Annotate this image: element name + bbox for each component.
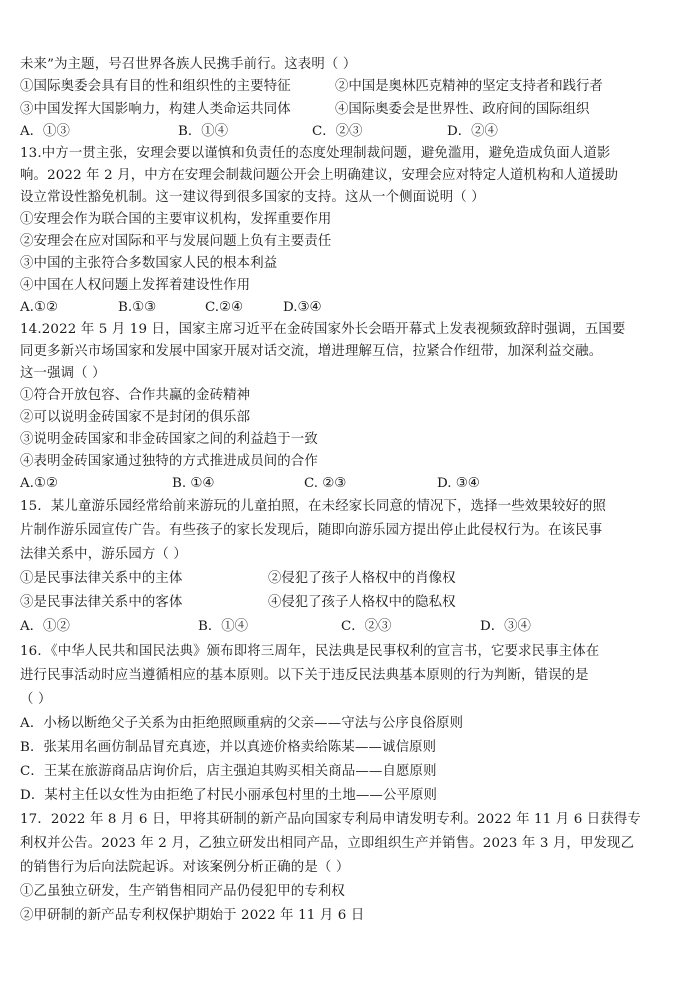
q14-item-2: ②可以说明金砖国家不是封闭的俱乐部: [20, 410, 251, 425]
q16-stem-line-3: （ ）: [20, 692, 52, 707]
q13-option-b: B.①③: [118, 300, 157, 315]
q17-item-1: ①乙虽独立研发，生产销售相同产品仍侵犯甲的专利权: [20, 884, 345, 899]
q12-option-d: D．②④: [447, 124, 498, 139]
q14-item-1: ①符合开放包容、合作共赢的金砖精神: [20, 388, 251, 403]
q16-option-b: B．张某用名画仿制品冒充真迹，并以真迹价格卖给陈某——诚信原则: [20, 740, 437, 755]
q13-option-d: D.③④: [283, 300, 322, 315]
q12-item-2: ②中国是奥林匹克精神的坚定支持者和践行者: [335, 79, 603, 94]
q15-item-1: ①是民事法律关系中的主体: [20, 571, 183, 586]
q12-items-row-1: [20, 78, 291, 96]
q12-item-1: ①国际奥委会具有目的性和组织性的主要特征: [20, 79, 291, 94]
q16-option-d: D．某村主任以女性为由拒绝了村民小丽承包村里的土地——公平原则: [20, 788, 438, 803]
q15-option-a: A．①②: [20, 619, 70, 634]
q13-stem-line-2: 响。2022 年 2 月，中方在安理会制裁问题公开会上明确建议，安理会应对特定人道机构和人道援助: [20, 168, 619, 183]
q13-option-c: C.②④: [205, 300, 244, 315]
q13-item-2: ②安理会在应对国际和平与发展问题上负有主要责任: [20, 234, 332, 249]
q15-item-3: ③是民事法律关系中的客体: [20, 595, 183, 610]
q13-item-4: ④中国在人权问题上发挥着建设性作用: [20, 278, 251, 293]
q15-option-b: B．①④: [198, 619, 249, 634]
q14-stem-line-1: 14.2022 年 5 月 19 日，国家主席习近平在金砖国家外长会晤开幕式上发表视频致辞时强调，五国要: [20, 322, 626, 337]
q16-stem-line-2: 进行民事活动时应当遵循相应的基本原则。以下关于违反民法典基本原则的行为判断，错误的是: [20, 668, 589, 683]
q14-item-4: ④表明金砖国家通过独特的方式推进成员间的合作: [20, 454, 318, 469]
q14-item-3: ③说明金砖国家和非金砖国家之间的利益趋于一致: [20, 432, 318, 447]
q12-option-b: B．①④: [178, 124, 229, 139]
q12-item-4: ④国际奥委会是世界性、政府间的国际组织: [335, 102, 590, 117]
q15-option-c: C．②③: [341, 619, 392, 634]
q17-stem-line-2: 利权并公告。2023 年 2 月，乙独立研发出相同产品，立即组织生产并销售。2023 年 3 月，甲发现乙: [20, 836, 635, 851]
q12-option-c: C．②③: [312, 124, 363, 139]
q14-option-c: C. ②③: [304, 476, 347, 491]
q14-stem-line-3: 这一强调（ ）: [20, 366, 106, 381]
q17-item-2: ②甲研制的新产品专利权保护期始于 2022 年 11 月 6 日: [20, 908, 365, 923]
q14-option-b: B. ①④: [172, 476, 215, 491]
q13-stem-line-1: 13.中方一贯主张，安理会要以谨慎和负责任的态度处理制裁问题，避免滥用，避免造成负面人道影: [20, 146, 611, 161]
q16-option-c: C．王某在旅游商品店询价后，店主强迫其购买相关商品——自愿原则: [20, 764, 437, 779]
q13-item-1: ①安理会作为联合国的主要审议机构，发挥重要作用: [20, 212, 332, 227]
q14-stem-line-2: 同更多新兴市场国家和发展中国家开展对话交流，增进理解互信，拉紧合作纽带，加深利益交融。: [20, 344, 603, 359]
q13-stem-line-3: 设立常设性豁免机制。这一建议得到很多国家的支持。这从一个侧面说明（ ）: [20, 190, 485, 205]
q15-item-2: ②侵犯了孩子人格权中的肖像权: [268, 571, 456, 586]
q15-stem-line-1: 15．某儿童游乐园经常给前来游玩的儿童拍照，在未经家长同意的情况下，选择一些效果较好的照: [20, 499, 607, 514]
q16-option-a: A．小杨以断绝父子关系为由拒绝照顾重病的父亲——守法与公序良俗原则: [20, 716, 464, 731]
q17-stem-line-3: 的销售行为后向法院起诉。对该案例分析正确的是（ ）: [20, 860, 350, 875]
q15-option-d: D．③④: [480, 619, 531, 634]
q16-stem-line-1: 16．《中华人民共和国民法典》颁布即将三周年，民法典是民事权利的宣言书，它要求民事主体在: [20, 644, 600, 659]
q17-stem-line-1: 17．2022 年 8 月 6 日，甲将其研制的新产品向国家专利局申请发明专利。2022 年 11 月 6 日获得专: [20, 812, 641, 827]
q12-item-3: ③中国发挥大国影响力，构建人类命运共同体: [20, 102, 291, 117]
q14-option-a: A.①②: [20, 476, 58, 491]
q14-option-d: D. ③④: [437, 476, 480, 491]
q12-option-a: A．①③: [20, 124, 70, 139]
q15-stem-line-3: 法律关系中，游乐园方（ ）: [20, 547, 187, 562]
q13-option-a: A.①②: [20, 300, 58, 315]
q15-stem-line-2: 片制作游乐园宣传广告。有些孩子的家长发现后，随即向游乐园方提出停止此侵权行为。在该民事: [20, 523, 603, 538]
q13-item-3: ③中国的主张符合多数国家人民的根本利益: [20, 256, 278, 271]
q12-stem: 未来”为主题，号召世界各族人民携手前行。这表明（ ）: [20, 57, 357, 72]
q15-item-4: ④侵犯了孩子人格权中的隐私权: [268, 595, 456, 610]
